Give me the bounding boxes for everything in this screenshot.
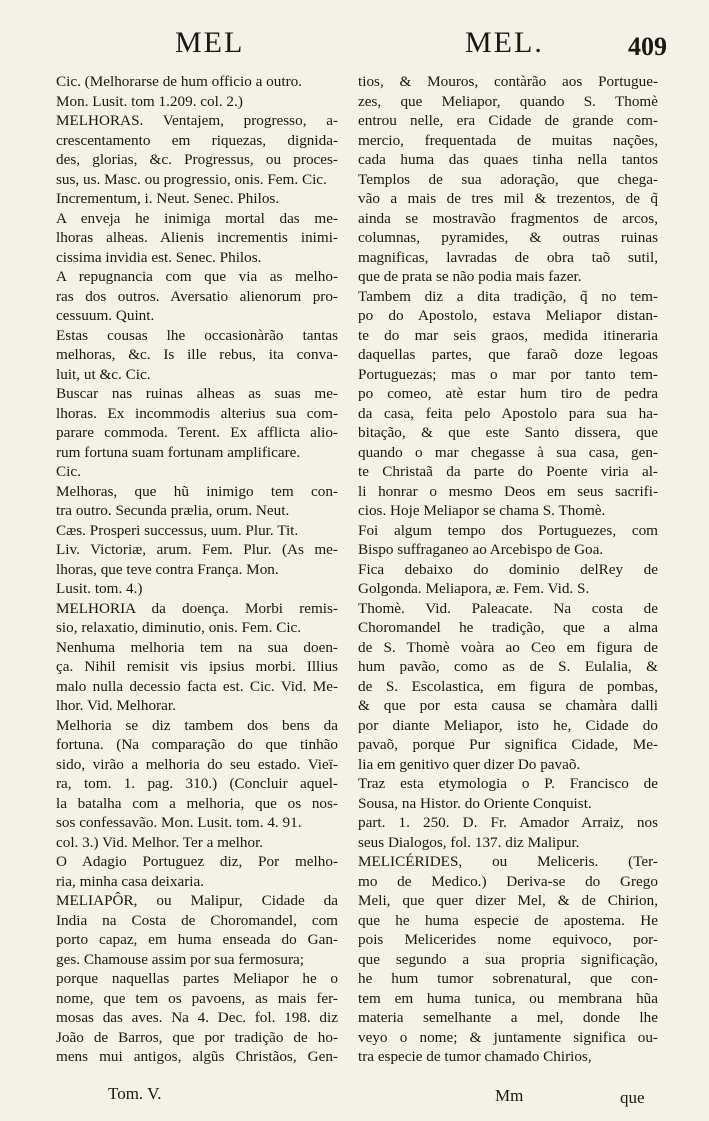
text-line: col. 3.) Vid. Melhor. Ter a melhor. — [56, 833, 264, 851]
text-line: que segundo a sua propria significação, — [358, 950, 658, 968]
text-line: fortuna. (Na comparação do que tinhão — [56, 736, 338, 753]
text-line: zes, que Meliapor, quando S. Thomè — [358, 92, 658, 110]
text-line: Choromandel he tradição, que a alma — [358, 619, 658, 636]
text-line: crescentamento em riquezas, dignida- — [56, 131, 338, 149]
text-line: materia semelhante a mel, donde lhe — [358, 1009, 658, 1026]
text-line: lhoras, que teve contra França. Mon. — [56, 560, 279, 578]
text-line: sos confessavão. Mon. Lusit. tom. 4. 91. — [56, 814, 302, 831]
text-line: mercio, frequentada de muitas nações, — [358, 131, 658, 149]
text-line: Meli, que quer dizer Mel, & de Chirion, — [358, 892, 658, 909]
text-line: Fica debaixo do dominio delRey de — [358, 560, 658, 578]
text-line: hum pavão, como as de S. Eulalia, & — [358, 658, 658, 675]
text-line: Thomè. Vid. Paleacate. Na costa de — [358, 599, 658, 617]
text-line: Nenhuma melhoria tem na sua doen- — [56, 638, 338, 656]
text-line: li honrar o mesmo Deos em seus sacrifi- — [358, 482, 658, 500]
text-line: Incrementum, i. Neut. Senec. Philos. — [56, 190, 280, 207]
text-line: tra especie de tumor chamado Chirios, — [358, 1048, 592, 1065]
text-line: cessuum. Quint. — [56, 307, 155, 324]
text-line: he hum tumor sobrenatural, que con- — [358, 970, 658, 987]
text-line: Traz esta etymologia o P. Francisco de — [358, 775, 658, 792]
text-line: cissima invidia est. Senec. Philos. — [56, 248, 262, 266]
text-line: veyo o nome; & juntamente significa ou- — [358, 1028, 658, 1046]
text-line: Templos de sua adoração, que chega- — [358, 170, 658, 188]
text-line: MELHORIA da doença. Morbi remis- — [56, 599, 338, 617]
text-line: Golgonda. Meliapora, æ. Fem. Vid. S. — [358, 580, 590, 597]
text-line: part. 1. 250. D. Fr. Amador Arraiz, nos — [358, 814, 658, 831]
text-line: rum fortuna suam fortunam amplificare. — [56, 443, 301, 461]
text-line: bitação, & que este Santo dissera, que — [358, 424, 658, 441]
text-line: Buscar nas ruinas alheas as suas me- — [56, 385, 338, 402]
text-line: João de Barros, que por tradição de ho- — [56, 1028, 338, 1046]
left-column — [56, 72, 338, 1067]
signature-mark: Mm — [495, 1086, 524, 1105]
text-line: Cic. — [56, 463, 81, 480]
text-line: de S. Escolastica, em figura de pombas, — [358, 677, 658, 695]
text-line: lhor. Vid. Melhorar. — [56, 697, 176, 714]
text-line: Melhoria se diz tambem dos bens da — [56, 716, 338, 734]
text-line: O Adagio Portuguez diz, Por melho- — [56, 853, 338, 870]
text-line: & que por esta causa se chamàra dalli — [358, 697, 658, 714]
text-line: la batalha com a melhoria, que os nos- — [56, 794, 338, 812]
text-line: que he huma especie de apostema. He — [358, 911, 658, 929]
text-line: Foi algum tempo dos Portuguezes, com — [358, 521, 658, 539]
text-line: vão a mais de tres mil & trezentos, de q̃ — [358, 190, 658, 207]
text-line: ça. Nihil remisit vis ipsius morbi. Illius — [56, 658, 338, 675]
text-line: des, glorias, &c. Progressus, ou proces- — [56, 151, 338, 168]
text-line: te Christaã da parte do Poente viria al- — [358, 463, 658, 480]
text-line: Sousa, na Histor. do Oriente Conquist. — [358, 794, 592, 812]
text-line: sido, virão a melhoria do seu estado. Vieï- — [56, 755, 338, 773]
text-line: Mon. Lusit. tom 1.209. col. 2.) — [56, 92, 243, 110]
text-line: pois Melicerides nome equivoco, por- — [358, 931, 658, 948]
page-number: 409 — [628, 32, 667, 61]
text-line: mens mui antigos, algũs Christãos, Gen- — [56, 1048, 338, 1065]
text-line: luit, ut &c. Cic. — [56, 365, 151, 383]
text-line: lia em genitivo quer dizer Do pavaõ. — [358, 755, 581, 773]
text-line: porto capaz, em huma enseada do Gan- — [56, 931, 338, 948]
text-line: de S. Thomè voàra ao Ceo em figura de — [358, 638, 658, 656]
headword-left: MEL — [175, 26, 245, 59]
text-line: te do mar seis graos, medida itineraria — [358, 326, 658, 344]
text-line: pavaõ, porque Pur significa Cidade, Me- — [358, 736, 658, 753]
text-line: Cæs. Prosperi successus, uum. Plur. Tit. — [56, 521, 299, 539]
text-line: malo nulla decessio facta est. Cic. Vid. Me- — [56, 677, 338, 695]
text-line: ges. Chamouse assim por sua fermosura; — [56, 950, 305, 968]
text-line: Melhoras, que hũ inimigo tem con- — [56, 482, 338, 500]
text-line: po do Apostolo, estava Meliapor distan- — [358, 307, 658, 324]
text-line: MELHORAS. Ventajem, progresso, a- — [56, 112, 338, 129]
text-line: que de prata se não podia mais fazer. — [358, 268, 582, 285]
text-line: sus, us. Masc. ou progressio, onis. Fem. Cic. — [56, 170, 327, 188]
text-line: por diante Meliapor, isto he, Cidade do — [358, 716, 658, 734]
text-line: columnas, pyramides, & outras ruinas — [358, 229, 658, 246]
text-line: entrou nelle, era Cidade de grande com- — [358, 112, 658, 129]
text-line: po comeo, atè estar hum tiro de pedra — [358, 385, 658, 402]
text-line: mo de Medico.) Deriva-se do Grego — [358, 872, 658, 890]
text-line: sio, relaxatio, diminutio, onis. Fem. Cic. — [56, 619, 302, 636]
text-line: Cic. (Melhorarse de hum officio a outro. — [56, 73, 303, 90]
text-line: Liv. Victoriæ, arum. Fem. Plur. (As me- — [56, 541, 338, 558]
text-line: MELICÉRIDES, ou Meliceris. (Ter- — [358, 853, 658, 870]
text-line: porque naquellas partes Meliapor he o — [56, 970, 338, 987]
text-line: Bispo suffraganeo ao Arcebispo de Goa. — [358, 541, 604, 558]
text-line: Tambem diz a dita tradição, q̃ no tem- — [358, 287, 658, 305]
text-line: Portuguezas; mas o mar por tanto tem- — [358, 365, 658, 383]
text-line: Lusit. tom. 4.) — [56, 580, 143, 597]
text-line: cios. Hoje Meliapor se chama S. Thomè. — [358, 502, 606, 519]
text-line: quando o mar chegasse à sua casa, gen- — [358, 443, 658, 461]
volume-mark: Tom. V. — [108, 1084, 162, 1103]
text-line: A enveja he inimiga mortal das me- — [56, 209, 338, 227]
text-line: lhoras. Ex incommodis alterius sua com- — [56, 404, 338, 422]
headword-right: MEL. — [465, 26, 544, 59]
text-line: parare commoda. Terent. Ex afflicta alio- — [56, 424, 338, 441]
text-line: lhoras alheas. Alienis incrementis inimi- — [56, 229, 338, 246]
text-line: India na Costa de Choromandel, com — [56, 911, 338, 929]
text-line: tem em huma tunica, ou membrana hũa — [358, 989, 658, 1007]
text-line: MELIAPÔR, ou Malipur, Cidade da — [56, 892, 338, 909]
text-line: A repugnancia com que via as melho- — [56, 268, 338, 285]
text-line: tra outro. Secunda prælia, orum. Neut. — [56, 502, 290, 519]
text-line: Estas cousas lhe occasionàrão tantas — [56, 326, 338, 344]
text-line: magnificas, lavradas de obra taõ sutil, — [358, 248, 658, 266]
text-line: daquellas partes, que faraõ doze legoas — [358, 346, 658, 363]
running-header — [40, 26, 680, 70]
catchword: que — [620, 1088, 645, 1107]
text-line: melhoras, &c. Is ille rebus, ita conva- — [56, 346, 338, 363]
text-line: cada huma das quaes tinha nella tantos — [358, 151, 658, 168]
text-line: da casa, feita pelo Apostolo para sua ha- — [358, 404, 658, 422]
text-line: ra, tom. 1. pag. 310.) (Concluir aquel- — [56, 775, 338, 792]
text-line: ria, minha casa deixaria. — [56, 872, 205, 890]
right-column — [358, 72, 658, 1067]
text-line: ras dos outros. Aversatio alienorum pro- — [56, 287, 338, 305]
text-line: nome, que tem os pavoens, as mais fer- — [56, 989, 338, 1007]
text-line: seus Dialogos, fol. 137. diz Malipur. — [358, 833, 580, 851]
text-line: mosas das aves. Na 4. Dec. fol. 198. diz — [56, 1009, 338, 1026]
text-line: ainda se mostravão fragmentos de arcos, — [358, 209, 658, 227]
text-line: tios, & Mouros, contàrão aos Portugue- — [358, 73, 658, 90]
